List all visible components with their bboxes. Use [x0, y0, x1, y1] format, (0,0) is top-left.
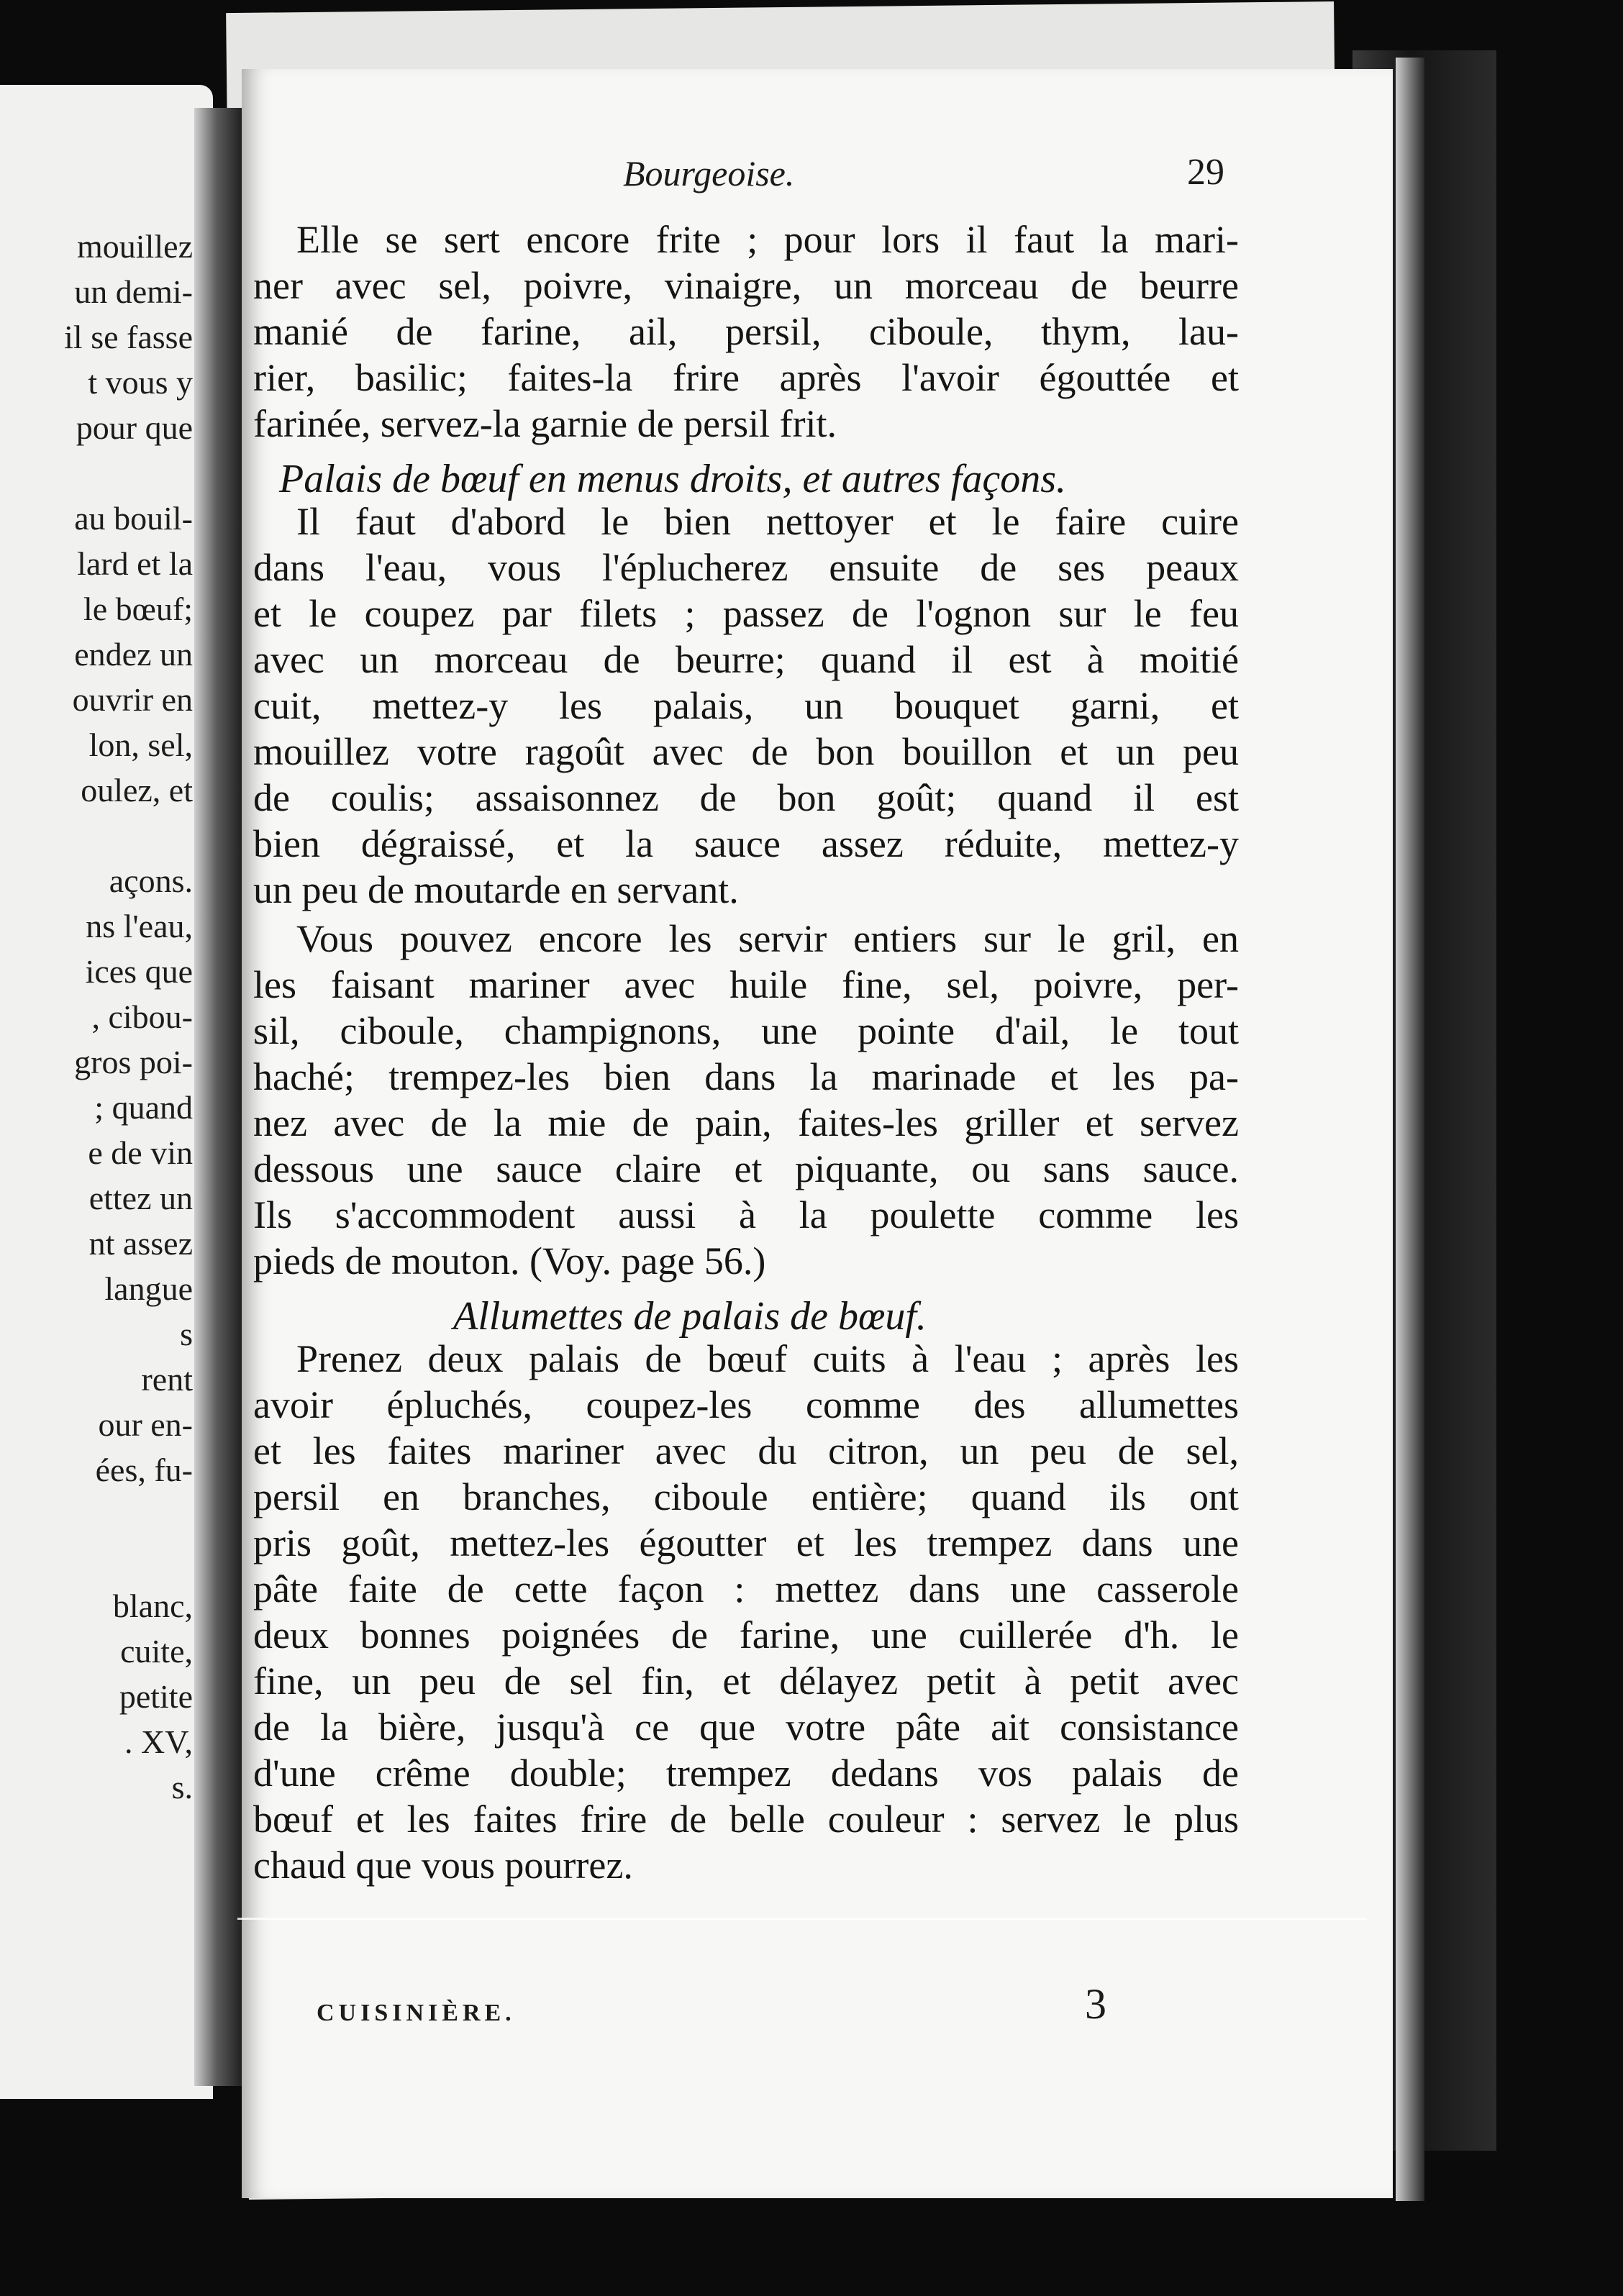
body-line: deux bonnes poignées de farine, une cuillerée d'h. le	[253, 1613, 1239, 1657]
scan-artifact	[237, 1918, 1367, 1920]
body-line: pieds de mouton. (Voy. page 56.)	[253, 1239, 766, 1283]
left-page-line: mouillez	[77, 228, 193, 265]
left-page-line: cuite,	[120, 1633, 193, 1669]
left-page-line: rent	[141, 1361, 193, 1398]
left-page-line: le bœuf;	[83, 591, 193, 627]
page-edge	[1396, 58, 1424, 2201]
left-page-line: t vous y	[88, 364, 193, 401]
left-page-line: lon, sel,	[88, 726, 193, 763]
left-page-line: langue	[104, 1270, 193, 1307]
left-page-line: our en-	[98, 1406, 193, 1443]
body-line: un peu de moutarde en servant.	[253, 868, 739, 911]
left-page-line: il se fasse	[64, 319, 193, 355]
body-line: de coulis; assaisonnez de bon goût; quand il est	[253, 776, 1239, 819]
left-page-line: ns l'eau,	[86, 908, 193, 944]
page-number: 29	[1187, 152, 1224, 193]
body-line: avoir épluchés, coupez-les comme des allumettes	[253, 1383, 1239, 1426]
body-line: fine, un peu de sel fin, et délayez petit à petit avec	[253, 1659, 1239, 1703]
left-page-line: petite	[119, 1678, 193, 1715]
body-line: les faisant mariner avec huile fine, sel, poivre, per-	[253, 963, 1239, 1006]
body-line: bien dégraissé, et la sauce assez réduite, mettez-y	[253, 822, 1239, 865]
left-page-line: gros poi-	[74, 1044, 193, 1080]
left-page-line: lard et la	[77, 545, 193, 582]
body-line: et le coupez par filets ; passez de l'ognon sur le feu	[253, 592, 1239, 635]
sheet-number: 3	[1085, 1980, 1106, 2028]
body-line: d'une crême double; trempez dedans vos palais de	[253, 1751, 1239, 1795]
left-page-line: açons.	[109, 862, 193, 899]
body-line: bœuf et les faites frire de belle couleur : servez le plus	[253, 1798, 1239, 1841]
body-line: avec un morceau de beurre; quand il est à moitié	[253, 638, 1239, 681]
section-heading: Allumettes de palais de bœuf.	[453, 1294, 927, 1339]
body-line: farinée, servez-la garnie de persil frit.	[253, 402, 837, 445]
left-page-line: un demi-	[74, 273, 193, 310]
left-page-line: ices que	[85, 953, 193, 990]
left-page-line: pour que	[76, 409, 193, 446]
body-line: Vous pouvez encore les servir entiers sur le gril, en	[296, 917, 1239, 960]
left-page-line: ées, fu-	[95, 1452, 193, 1488]
body-line: chaud que vous pourrez.	[253, 1844, 633, 1887]
left-page-line: nt assez	[88, 1225, 193, 1262]
body-line: Il faut d'abord le bien nettoyer et le faire cuire	[296, 500, 1239, 543]
left-page-line: ; quand	[94, 1089, 193, 1126]
section-heading: Palais de bœuf en menus droits, et autres façons.	[279, 457, 1066, 501]
book-gutter	[194, 108, 245, 2086]
body-line: manié de farine, ail, persil, ciboule, thym, lau-	[253, 310, 1239, 353]
body-line: dans l'eau, vous l'éplucherez ensuite de ses peaux	[253, 546, 1239, 589]
body-line: Prenez deux palais de bœuf cuits à l'eau ; après les	[296, 1337, 1239, 1380]
body-line: nez avec de la mie de pain, faites-les griller et servez	[253, 1101, 1239, 1144]
left-page-line: ouvrir en	[72, 681, 193, 718]
body-line: ner avec sel, poivre, vinaigre, un morceau de beurre	[253, 264, 1239, 307]
signature-mark: CUISINIÈRE.	[317, 2000, 516, 2026]
body-line: mouillez votre ragoût avec de bon bouillon et un peu	[253, 730, 1239, 773]
left-page-line: blanc,	[112, 1587, 193, 1624]
body-line: Ils s'accommodent aussi à la poulette comme les	[253, 1193, 1239, 1236]
left-page-line: , cibou-	[91, 998, 193, 1035]
left-page-line: au bouil-	[74, 500, 193, 537]
body-line: de la bière, jusqu'à ce que votre pâte ait consistance	[253, 1705, 1239, 1749]
body-line: cuit, mettez-y les palais, un bouquet garni, et	[253, 684, 1239, 727]
left-page-line: e de vin	[88, 1134, 193, 1171]
body-line: pris goût, mettez-les égoutter et les trempez dans une	[253, 1521, 1239, 1564]
body-line: pâte faite de cette façon : mettez dans une casserole	[253, 1567, 1239, 1611]
left-page-line: s.	[171, 1769, 193, 1805]
left-page-line: endez un	[74, 636, 193, 673]
body-line: haché; trempez-les bien dans la marinade et les pa-	[253, 1055, 1239, 1098]
left-page-line: ettez un	[88, 1180, 193, 1216]
body-line: rier, basilic; faites-la frire après l'avoir égouttée et	[253, 356, 1239, 399]
left-page-line: . XV,	[124, 1723, 193, 1760]
left-page	[0, 85, 213, 2099]
body-line: dessous une sauce claire et piquante, ou sans sauce.	[253, 1147, 1239, 1190]
body-line: et les faites mariner avec du citron, un peu de sel,	[253, 1429, 1239, 1472]
running-header: Bourgeoise.	[623, 153, 795, 193]
body-line: Elle se sert encore frite ; pour lors il faut la mari-	[296, 218, 1239, 261]
left-page-line: oulez, et	[81, 772, 193, 808]
body-line: sil, ciboule, champignons, une pointe d'ail, le tout	[253, 1009, 1239, 1052]
body-line: persil en branches, ciboule entière; quand ils ont	[253, 1475, 1239, 1518]
left-page-line: s	[180, 1316, 193, 1352]
